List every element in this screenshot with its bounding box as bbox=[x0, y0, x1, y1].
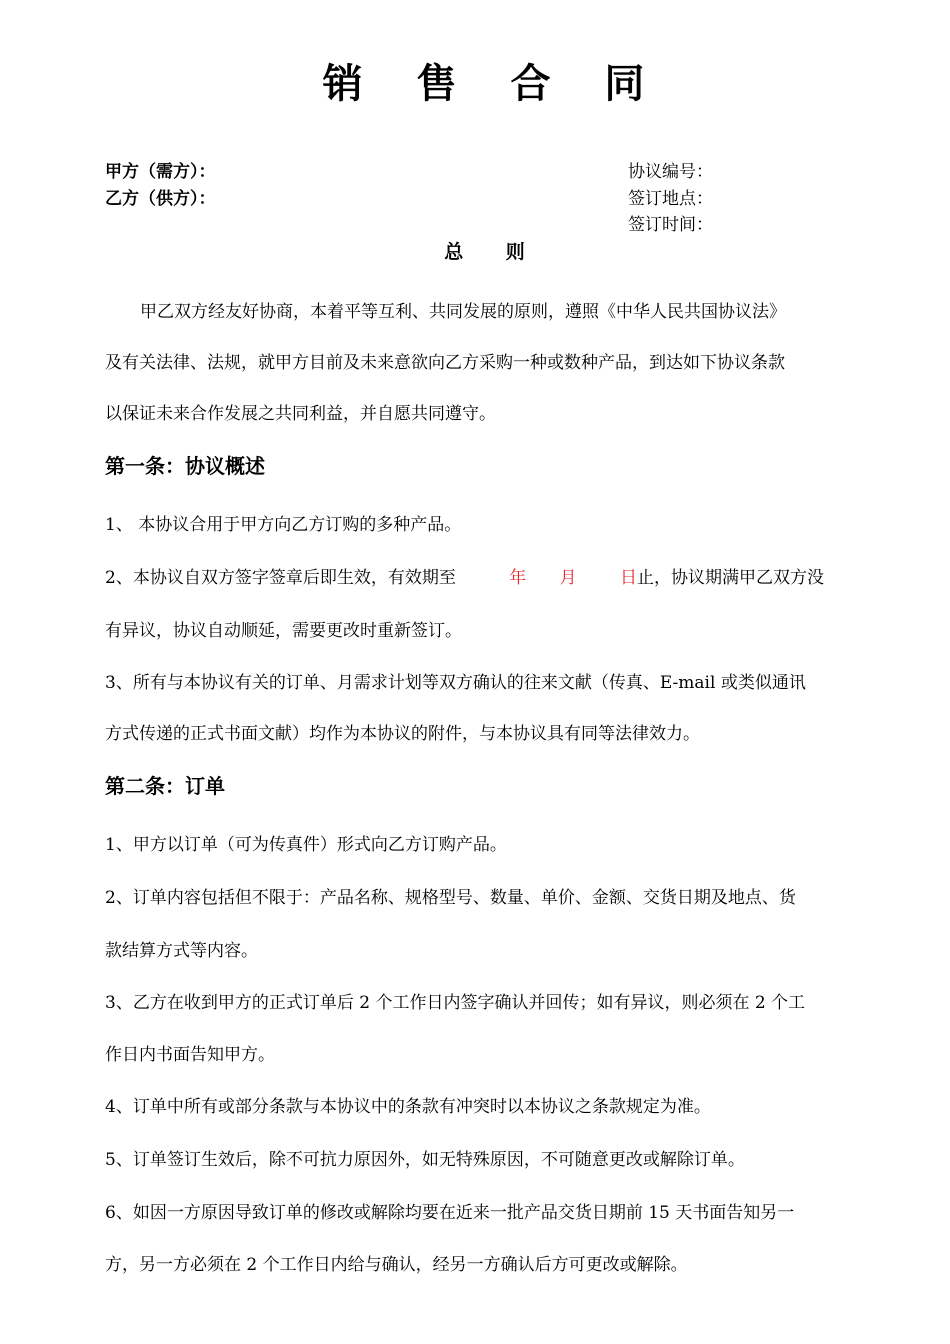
day-blank: 日 bbox=[620, 568, 638, 588]
party-b-label: 乙方（供方）： bbox=[105, 189, 216, 209]
article-1-item-3-line-1: 3、所有与本协议有关的订单、月需求计划等双方确认的往来文献（传真、E-mail 或类似通讯 bbox=[105, 673, 806, 693]
year-blank: 年 bbox=[509, 568, 527, 588]
article-1-item-2-prefix: 2、本协议自双方签字签章后即生效，有效期至 bbox=[105, 568, 456, 588]
preamble-line-3: 以保证未来合作发展之共同利益，并自愿共同遵守。 bbox=[105, 404, 496, 424]
article-2-heading: 第二条：订单 bbox=[105, 774, 225, 798]
article-2-item-6-line-1: 6、如因一方原因导致订单的修改或解除均要在近来一批产品交货日期前 15 天书面告知另一 bbox=[105, 1203, 795, 1223]
document-title: 销 售 合 同 bbox=[322, 61, 665, 107]
article-1-item-3-line-2: 方式传递的正式书面文献）均作为本协议的附件，与本协议具有同等法律效力。 bbox=[105, 724, 700, 744]
month-blank: 月 bbox=[559, 568, 577, 588]
article-2-item-6-line-2: 方，另一方必须在 2 个工作日内给与确认，经另一方确认后方可更改或解除。 bbox=[105, 1255, 688, 1275]
general-heading: 总 则 bbox=[444, 241, 543, 263]
preamble-line-1: 甲乙双方经友好协商，本着平等互利、共同发展的原则，遵照《中华人民共国协议法》 bbox=[140, 302, 786, 322]
sign-place-label: 签订地点： bbox=[628, 189, 713, 209]
preamble-line-2: 及有关法律、法规，就甲方目前及未来意欲向乙方采购一种或数种产品，到达如下协议条款 bbox=[105, 353, 785, 373]
article-1-item-2-suffix: 止，协议期满甲乙双方没 bbox=[637, 568, 825, 588]
article-1-heading: 第一条：协议概述 bbox=[105, 454, 265, 478]
sign-time-label: 签订时间： bbox=[628, 215, 713, 235]
article-2-item-4: 4、订单中所有或部分条款与本协议中的条款有冲突时以本协议之条款规定为准。 bbox=[105, 1097, 711, 1117]
agreement-no-label: 协议编号： bbox=[628, 162, 713, 182]
article-2-item-5: 5、订单签订生效后，除不可抗力原因外，如无特殊原因，不可随意更改或解除订单。 bbox=[105, 1150, 745, 1170]
article-1-item-1: 1、 本协议合用于甲方向乙方订购的多种产品。 bbox=[105, 515, 462, 535]
article-1-item-2-line-1 bbox=[105, 563, 824, 588]
article-2-item-3-line-2: 作日内书面告知甲方。 bbox=[105, 1045, 275, 1065]
article-2-item-1: 1、甲方以订单（可为传真件）形式向乙方订购产品。 bbox=[105, 835, 507, 855]
article-2-item-2-line-1: 2、订单内容包括但不限于：产品名称、规格型号、数量、单价、金额、交货日期及地点、货 bbox=[105, 888, 796, 908]
article-1-item-2-line-2: 有异议，协议自动顺延，需要更改时重新签订。 bbox=[105, 621, 462, 641]
article-2-item-3-line-1: 3、乙方在收到甲方的正式订单后 2 个工作日内签字确认并回传；如有异议，则必须在 2 个工 bbox=[105, 993, 806, 1013]
article-2-item-2-line-2: 款结算方式等内容。 bbox=[105, 941, 258, 961]
party-a-label: 甲方（需方）： bbox=[105, 162, 216, 182]
